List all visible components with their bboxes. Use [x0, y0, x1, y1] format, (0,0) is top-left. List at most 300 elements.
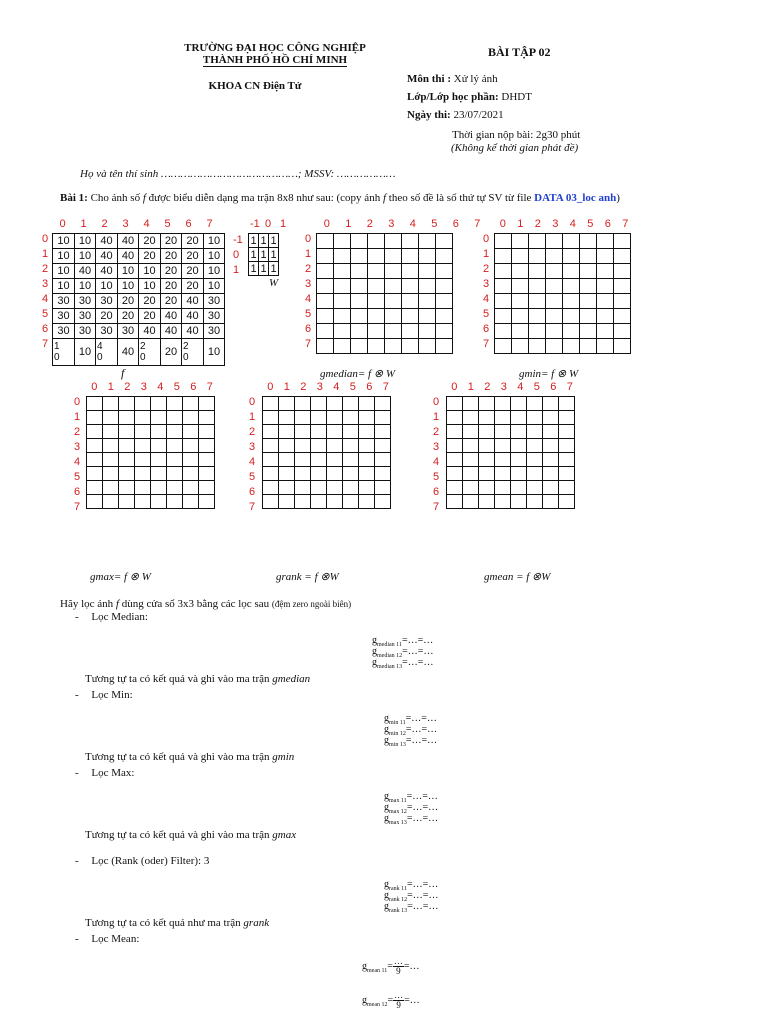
result-cell[interactable] — [151, 467, 167, 481]
result-cell[interactable] — [512, 234, 529, 249]
result-cell[interactable] — [167, 425, 183, 439]
result-cell[interactable] — [614, 294, 631, 309]
result-cell[interactable] — [511, 439, 527, 453]
result-cell[interactable] — [351, 264, 368, 279]
result-cell[interactable] — [563, 339, 580, 354]
result-cell[interactable] — [103, 397, 119, 411]
result-cell[interactable] — [385, 279, 402, 294]
result-cell[interactable] — [119, 425, 135, 439]
result-cell[interactable] — [167, 453, 183, 467]
result-cell[interactable] — [368, 339, 385, 354]
result-cell[interactable] — [614, 279, 631, 294]
result-cell[interactable] — [119, 397, 135, 411]
result-cell[interactable] — [151, 481, 167, 495]
result-cell[interactable] — [327, 411, 343, 425]
result-cell[interactable] — [317, 309, 334, 324]
result-cell[interactable] — [463, 453, 479, 467]
result-cell[interactable] — [463, 467, 479, 481]
result-cell[interactable] — [402, 309, 419, 324]
result-cell[interactable] — [311, 467, 327, 481]
result-cell[interactable] — [151, 439, 167, 453]
result-cell[interactable] — [563, 294, 580, 309]
result-cell[interactable] — [183, 411, 199, 425]
result-cell[interactable] — [512, 309, 529, 324]
result-cell[interactable] — [527, 453, 543, 467]
result-cell[interactable] — [359, 439, 375, 453]
result-cell[interactable] — [495, 397, 511, 411]
result-cell[interactable] — [463, 397, 479, 411]
result-cell[interactable] — [359, 467, 375, 481]
result-cell[interactable] — [543, 425, 559, 439]
result-cell[interactable] — [529, 309, 546, 324]
result-cell[interactable] — [279, 439, 295, 453]
result-cell[interactable] — [317, 234, 334, 249]
result-cell[interactable] — [327, 439, 343, 453]
result-cell[interactable] — [385, 264, 402, 279]
result-cell[interactable] — [436, 249, 453, 264]
result-cell[interactable] — [529, 339, 546, 354]
result-cell[interactable] — [317, 294, 334, 309]
result-cell[interactable] — [87, 439, 103, 453]
result-cell[interactable] — [419, 264, 436, 279]
result-cell[interactable] — [311, 411, 327, 425]
result-cell[interactable] — [279, 481, 295, 495]
result-cell[interactable] — [183, 397, 199, 411]
result-cell[interactable] — [199, 453, 215, 467]
result-cell[interactable] — [368, 309, 385, 324]
result-cell[interactable] — [334, 249, 351, 264]
gmax-matrix[interactable] — [86, 396, 215, 509]
result-cell[interactable] — [559, 481, 575, 495]
result-cell[interactable] — [563, 264, 580, 279]
result-cell[interactable] — [447, 481, 463, 495]
result-cell[interactable] — [183, 467, 199, 481]
result-cell[interactable] — [495, 294, 512, 309]
result-cell[interactable] — [597, 324, 614, 339]
result-cell[interactable] — [135, 439, 151, 453]
result-cell[interactable] — [183, 453, 199, 467]
result-cell[interactable] — [199, 495, 215, 509]
result-cell[interactable] — [343, 453, 359, 467]
result-cell[interactable] — [511, 453, 527, 467]
result-cell[interactable] — [167, 467, 183, 481]
result-cell[interactable] — [263, 495, 279, 509]
result-cell[interactable] — [263, 425, 279, 439]
result-cell[interactable] — [359, 481, 375, 495]
result-cell[interactable] — [580, 234, 597, 249]
result-cell[interactable] — [295, 467, 311, 481]
result-cell[interactable] — [368, 294, 385, 309]
result-cell[interactable] — [167, 397, 183, 411]
result-cell[interactable] — [368, 279, 385, 294]
result-cell[interactable] — [580, 324, 597, 339]
result-cell[interactable] — [495, 249, 512, 264]
result-cell[interactable] — [385, 294, 402, 309]
result-cell[interactable] — [385, 339, 402, 354]
result-cell[interactable] — [368, 264, 385, 279]
result-cell[interactable] — [359, 397, 375, 411]
result-cell[interactable] — [614, 339, 631, 354]
result-cell[interactable] — [495, 425, 511, 439]
result-cell[interactable] — [511, 467, 527, 481]
result-cell[interactable] — [311, 425, 327, 439]
result-cell[interactable] — [359, 495, 375, 509]
result-cell[interactable] — [385, 249, 402, 264]
result-cell[interactable] — [385, 234, 402, 249]
result-cell[interactable] — [263, 439, 279, 453]
result-cell[interactable] — [479, 439, 495, 453]
result-cell[interactable] — [351, 324, 368, 339]
result-cell[interactable] — [447, 411, 463, 425]
result-cell[interactable] — [559, 425, 575, 439]
result-cell[interactable] — [103, 411, 119, 425]
result-cell[interactable] — [167, 495, 183, 509]
result-cell[interactable] — [279, 453, 295, 467]
result-cell[interactable] — [447, 495, 463, 509]
result-cell[interactable] — [527, 481, 543, 495]
result-cell[interactable] — [436, 309, 453, 324]
result-cell[interactable] — [436, 279, 453, 294]
result-cell[interactable] — [495, 453, 511, 467]
result-cell[interactable] — [614, 234, 631, 249]
result-cell[interactable] — [295, 439, 311, 453]
result-cell[interactable] — [343, 467, 359, 481]
result-cell[interactable] — [512, 249, 529, 264]
result-cell[interactable] — [495, 467, 511, 481]
result-cell[interactable] — [495, 339, 512, 354]
result-cell[interactable] — [183, 425, 199, 439]
result-cell[interactable] — [343, 495, 359, 509]
result-cell[interactable] — [263, 481, 279, 495]
result-cell[interactable] — [463, 411, 479, 425]
result-cell[interactable] — [119, 453, 135, 467]
result-cell[interactable] — [167, 481, 183, 495]
result-cell[interactable] — [419, 279, 436, 294]
result-cell[interactable] — [614, 249, 631, 264]
result-cell[interactable] — [151, 453, 167, 467]
result-cell[interactable] — [87, 481, 103, 495]
result-cell[interactable] — [559, 453, 575, 467]
result-cell[interactable] — [559, 439, 575, 453]
result-cell[interactable] — [614, 309, 631, 324]
result-cell[interactable] — [375, 495, 391, 509]
result-cell[interactable] — [135, 467, 151, 481]
result-cell[interactable] — [463, 495, 479, 509]
result-cell[interactable] — [563, 279, 580, 294]
result-cell[interactable] — [385, 309, 402, 324]
result-cell[interactable] — [327, 397, 343, 411]
result-cell[interactable] — [580, 249, 597, 264]
result-cell[interactable] — [436, 324, 453, 339]
result-cell[interactable] — [295, 495, 311, 509]
result-cell[interactable] — [311, 439, 327, 453]
result-cell[interactable] — [563, 234, 580, 249]
result-cell[interactable] — [511, 495, 527, 509]
result-cell[interactable] — [375, 467, 391, 481]
result-cell[interactable] — [359, 453, 375, 467]
result-cell[interactable] — [334, 309, 351, 324]
result-cell[interactable] — [447, 397, 463, 411]
result-cell[interactable] — [546, 279, 563, 294]
result-cell[interactable] — [151, 397, 167, 411]
result-cell[interactable] — [597, 339, 614, 354]
result-cell[interactable] — [295, 453, 311, 467]
result-cell[interactable] — [546, 324, 563, 339]
result-cell[interactable] — [543, 495, 559, 509]
result-cell[interactable] — [183, 495, 199, 509]
result-cell[interactable] — [375, 397, 391, 411]
result-cell[interactable] — [199, 481, 215, 495]
gmedian-matrix[interactable] — [316, 233, 453, 354]
result-cell[interactable] — [614, 324, 631, 339]
result-cell[interactable] — [135, 411, 151, 425]
result-cell[interactable] — [135, 397, 151, 411]
result-cell[interactable] — [151, 425, 167, 439]
result-cell[interactable] — [447, 467, 463, 481]
result-cell[interactable] — [419, 294, 436, 309]
result-cell[interactable] — [375, 453, 391, 467]
result-cell[interactable] — [529, 249, 546, 264]
result-cell[interactable] — [563, 324, 580, 339]
result-cell[interactable] — [167, 439, 183, 453]
result-cell[interactable] — [119, 495, 135, 509]
result-cell[interactable] — [543, 453, 559, 467]
result-cell[interactable] — [529, 279, 546, 294]
result-cell[interactable] — [527, 397, 543, 411]
result-cell[interactable] — [543, 467, 559, 481]
result-cell[interactable] — [580, 279, 597, 294]
result-cell[interactable] — [119, 439, 135, 453]
result-cell[interactable] — [351, 234, 368, 249]
result-cell[interactable] — [495, 324, 512, 339]
result-cell[interactable] — [495, 234, 512, 249]
data-file-link[interactable]: DATA 03_loc anh — [534, 192, 617, 204]
result-cell[interactable] — [334, 339, 351, 354]
result-cell[interactable] — [419, 324, 436, 339]
result-cell[interactable] — [103, 467, 119, 481]
result-cell[interactable] — [151, 411, 167, 425]
result-cell[interactable] — [543, 439, 559, 453]
result-cell[interactable] — [511, 411, 527, 425]
result-cell[interactable] — [511, 397, 527, 411]
result-cell[interactable] — [327, 495, 343, 509]
result-cell[interactable] — [87, 467, 103, 481]
result-cell[interactable] — [597, 294, 614, 309]
result-cell[interactable] — [527, 411, 543, 425]
result-cell[interactable] — [580, 309, 597, 324]
result-cell[interactable] — [334, 294, 351, 309]
result-cell[interactable] — [385, 324, 402, 339]
result-cell[interactable] — [495, 264, 512, 279]
result-cell[interactable] — [351, 279, 368, 294]
result-cell[interactable] — [447, 425, 463, 439]
result-cell[interactable] — [119, 481, 135, 495]
result-cell[interactable] — [597, 249, 614, 264]
result-cell[interactable] — [311, 453, 327, 467]
result-cell[interactable] — [135, 453, 151, 467]
result-cell[interactable] — [295, 411, 311, 425]
result-cell[interactable] — [419, 249, 436, 264]
result-cell[interactable] — [402, 324, 419, 339]
result-cell[interactable] — [447, 439, 463, 453]
result-cell[interactable] — [563, 249, 580, 264]
result-cell[interactable] — [103, 495, 119, 509]
result-cell[interactable] — [463, 439, 479, 453]
result-cell[interactable] — [343, 439, 359, 453]
result-cell[interactable] — [511, 425, 527, 439]
result-cell[interactable] — [199, 439, 215, 453]
result-cell[interactable] — [359, 425, 375, 439]
result-cell[interactable] — [580, 294, 597, 309]
result-cell[interactable] — [546, 234, 563, 249]
result-cell[interactable] — [495, 279, 512, 294]
result-cell[interactable] — [463, 481, 479, 495]
result-cell[interactable] — [495, 411, 511, 425]
result-cell[interactable] — [295, 425, 311, 439]
result-cell[interactable] — [402, 339, 419, 354]
result-cell[interactable] — [447, 453, 463, 467]
result-cell[interactable] — [368, 249, 385, 264]
result-cell[interactable] — [317, 324, 334, 339]
result-cell[interactable] — [546, 249, 563, 264]
result-cell[interactable] — [334, 234, 351, 249]
result-cell[interactable] — [479, 481, 495, 495]
result-cell[interactable] — [546, 339, 563, 354]
result-cell[interactable] — [479, 495, 495, 509]
result-cell[interactable] — [103, 453, 119, 467]
result-cell[interactable] — [495, 309, 512, 324]
result-cell[interactable] — [135, 425, 151, 439]
gmin-matrix[interactable] — [494, 233, 631, 354]
result-cell[interactable] — [87, 495, 103, 509]
result-cell[interactable] — [279, 467, 295, 481]
result-cell[interactable] — [512, 324, 529, 339]
result-cell[interactable] — [419, 309, 436, 324]
result-cell[interactable] — [402, 234, 419, 249]
result-cell[interactable] — [87, 425, 103, 439]
result-cell[interactable] — [563, 309, 580, 324]
result-cell[interactable] — [87, 411, 103, 425]
result-cell[interactable] — [199, 467, 215, 481]
result-cell[interactable] — [597, 309, 614, 324]
result-cell[interactable] — [436, 264, 453, 279]
result-cell[interactable] — [183, 439, 199, 453]
result-cell[interactable] — [527, 467, 543, 481]
result-cell[interactable] — [135, 481, 151, 495]
result-cell[interactable] — [436, 294, 453, 309]
result-cell[interactable] — [351, 339, 368, 354]
result-cell[interactable] — [199, 411, 215, 425]
result-cell[interactable] — [87, 397, 103, 411]
result-cell[interactable] — [543, 481, 559, 495]
result-cell[interactable] — [559, 411, 575, 425]
result-cell[interactable] — [597, 279, 614, 294]
result-cell[interactable] — [263, 411, 279, 425]
result-cell[interactable] — [263, 397, 279, 411]
result-cell[interactable] — [495, 495, 511, 509]
result-cell[interactable] — [527, 425, 543, 439]
result-cell[interactable] — [479, 425, 495, 439]
result-cell[interactable] — [614, 264, 631, 279]
result-cell[interactable] — [479, 411, 495, 425]
result-cell[interactable] — [529, 264, 546, 279]
result-cell[interactable] — [597, 234, 614, 249]
result-cell[interactable] — [559, 397, 575, 411]
result-cell[interactable] — [311, 397, 327, 411]
grank-matrix[interactable] — [262, 396, 391, 509]
result-cell[interactable] — [103, 425, 119, 439]
result-cell[interactable] — [119, 411, 135, 425]
result-cell[interactable] — [527, 439, 543, 453]
result-cell[interactable] — [343, 411, 359, 425]
result-cell[interactable] — [529, 234, 546, 249]
result-cell[interactable] — [375, 481, 391, 495]
gmean-matrix[interactable] — [446, 396, 575, 509]
result-cell[interactable] — [327, 453, 343, 467]
result-cell[interactable] — [402, 249, 419, 264]
result-cell[interactable] — [334, 279, 351, 294]
result-cell[interactable] — [327, 467, 343, 481]
result-cell[interactable] — [495, 481, 511, 495]
result-cell[interactable] — [512, 264, 529, 279]
result-cell[interactable] — [199, 425, 215, 439]
result-cell[interactable] — [317, 249, 334, 264]
result-cell[interactable] — [343, 481, 359, 495]
result-cell[interactable] — [279, 495, 295, 509]
result-cell[interactable] — [167, 411, 183, 425]
result-cell[interactable] — [402, 294, 419, 309]
result-cell[interactable] — [327, 425, 343, 439]
result-cell[interactable] — [334, 264, 351, 279]
result-cell[interactable] — [402, 279, 419, 294]
result-cell[interactable] — [311, 481, 327, 495]
result-cell[interactable] — [317, 279, 334, 294]
result-cell[interactable] — [527, 495, 543, 509]
result-cell[interactable] — [351, 249, 368, 264]
result-cell[interactable] — [119, 467, 135, 481]
result-cell[interactable] — [512, 339, 529, 354]
result-cell[interactable] — [436, 234, 453, 249]
result-cell[interactable] — [419, 339, 436, 354]
result-cell[interactable] — [351, 309, 368, 324]
result-cell[interactable] — [368, 234, 385, 249]
result-cell[interactable] — [580, 339, 597, 354]
result-cell[interactable] — [263, 453, 279, 467]
result-cell[interactable] — [334, 324, 351, 339]
result-cell[interactable] — [512, 279, 529, 294]
result-cell[interactable] — [351, 294, 368, 309]
result-cell[interactable] — [463, 425, 479, 439]
result-cell[interactable] — [199, 397, 215, 411]
result-cell[interactable] — [279, 397, 295, 411]
result-cell[interactable] — [495, 439, 511, 453]
result-cell[interactable] — [375, 439, 391, 453]
result-cell[interactable] — [529, 294, 546, 309]
result-cell[interactable] — [375, 425, 391, 439]
result-cell[interactable] — [559, 467, 575, 481]
result-cell[interactable] — [135, 495, 151, 509]
result-cell[interactable] — [546, 264, 563, 279]
result-cell[interactable] — [343, 425, 359, 439]
result-cell[interactable] — [295, 481, 311, 495]
result-cell[interactable] — [279, 411, 295, 425]
result-cell[interactable] — [327, 481, 343, 495]
result-cell[interactable] — [419, 234, 436, 249]
result-cell[interactable] — [295, 397, 311, 411]
result-cell[interactable] — [479, 467, 495, 481]
result-cell[interactable] — [580, 264, 597, 279]
result-cell[interactable] — [559, 495, 575, 509]
